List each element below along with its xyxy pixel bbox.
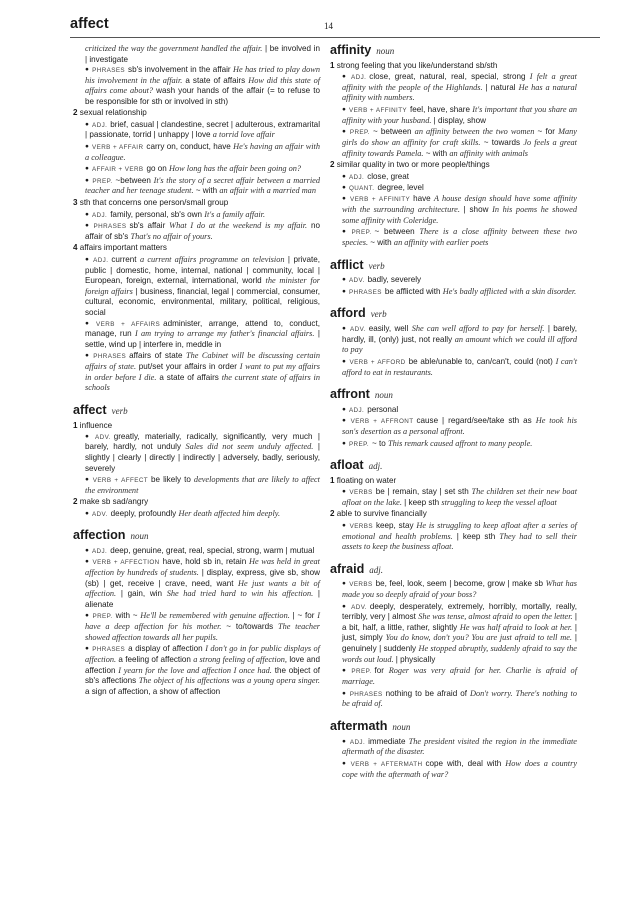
entry-aftermath (330, 720, 577, 780)
example-text: In his poems he showed some affinity with Coleridge. (342, 205, 578, 225)
collocation-text: feel, have, share (410, 104, 473, 114)
grammar-label: PHRASES (92, 67, 126, 75)
bullet-icon: ● (342, 737, 347, 745)
collocation-text: family, personal, sb's own (110, 209, 205, 219)
bullet-icon: ● (85, 176, 90, 184)
bullet-icon: ● (342, 488, 347, 496)
example-text: This remark caused affront to many people. (388, 438, 533, 448)
sense-groups (330, 172, 577, 249)
collocation-group (73, 210, 320, 221)
collocation-text: | a bit, half, a little, rather, slightly (342, 612, 577, 632)
example-text: He has a natural affinity with numbers. (342, 82, 577, 103)
collocation-text: wash your hands of the affair (= to refuse to be responsible for sth or involved in sth) (85, 86, 320, 107)
grammar-label: VERB + AFTERMATH (350, 760, 423, 768)
example-text: Don't worry. There's nothing to be afraid of. (342, 688, 578, 709)
collocation-text: | gain, win (116, 589, 167, 599)
example-text: He's having an affair with a colleague. (85, 141, 320, 162)
bullet-icon: ● (342, 172, 346, 180)
sense-groups (73, 210, 320, 243)
example-text: The president visited the region in the immediate aftermath of the disaster. (342, 736, 577, 757)
sense-groups (330, 72, 577, 159)
bullet-icon: ● (342, 72, 349, 80)
example-text: I don't go in for public displays of affection. (85, 644, 320, 664)
sense-groups (73, 509, 320, 520)
entry-headword: affection noun (73, 528, 149, 543)
page-header (70, 13, 600, 38)
collocation-text: close, great, natural, real, special, strong (369, 71, 530, 81)
bullet-icon: ● (342, 228, 349, 236)
example-text: developments that are likely to affect the environment (85, 474, 320, 495)
bullet-icon: ● (85, 66, 90, 74)
example-text: I yearn for the love and affection I once had. (118, 665, 272, 675)
example-text: He was half afraid to look at her. (459, 622, 573, 632)
collocation-text: deep, genuine, great, real, special, strong, warm | mutual (110, 545, 315, 555)
sense-heading: 2 make sb sad/angry (73, 497, 149, 507)
grammar-label: VERB + AFFAIRS (96, 321, 161, 329)
collocation-group (73, 351, 320, 394)
example-text: the current state of affairs in schools (85, 372, 320, 393)
example-text: There is a close affinity between these two species. (342, 227, 577, 248)
collocation-text: | display, express, give sb, show (sb) | get, receive | crave, need, want (85, 567, 320, 588)
entry-afflict (330, 259, 577, 298)
grammar-label: VERB + AFFINITY (349, 196, 411, 204)
example-text: an affinity with earlier poets (393, 238, 489, 248)
collocation-text: badly, severely (367, 275, 422, 285)
collocation-text: | keep sth (452, 531, 500, 541)
collocation-group (330, 487, 577, 508)
collocation-text: ~ towards (480, 137, 524, 147)
example-text: How long has the affair been going on? (169, 164, 302, 174)
entry-affinity (330, 44, 577, 249)
collocation-text: a sign of affection, a show of affection (85, 686, 221, 696)
collocation-group (330, 172, 577, 182)
example-text: What has made you so deeply afraid of your boss? (342, 579, 578, 600)
example-text: an affair with a married man (219, 186, 316, 196)
collocation-text: for (374, 666, 389, 676)
collocation-text: a state of affairs (182, 75, 249, 85)
collocation-text: ~ with (193, 186, 220, 196)
bullet-icon: ● (85, 546, 89, 554)
collocation-text: be able/unable to, can/can't, could (not) (408, 356, 556, 366)
bullet-icon: ● (85, 142, 90, 150)
collocation-text: be | remain, stay | set sth (375, 487, 472, 497)
collocation-text: current (111, 254, 140, 264)
example-text: an amount which we could ill afford to pay (342, 334, 577, 355)
bullet-icon: ● (85, 645, 90, 653)
example-text: The object of his affections was a young opera singer. (138, 676, 321, 686)
sense-groups (73, 432, 320, 496)
collocation-group (330, 759, 577, 780)
collocation-text: a feeling of affection (116, 654, 194, 664)
collocation-group (73, 611, 320, 643)
grammar-label: QUANT. (348, 185, 375, 193)
entry-headword: affect verb (73, 403, 128, 418)
bullet-icon: ● (342, 195, 347, 203)
bullet-icon: ● (342, 521, 347, 529)
bullet-icon: ● (342, 405, 346, 413)
example-text: criticized the way the government handled the affair. (85, 44, 263, 53)
grammar-label: VERBS (349, 522, 373, 530)
entry-headword: afford verb (330, 306, 387, 321)
continued-text (73, 44, 320, 65)
example-text: I am trying to arrange my father's financial affairs. (135, 329, 315, 339)
collocation-group (330, 72, 577, 104)
sense-groups (330, 324, 577, 378)
example-text: The teacher showed affection towards all her pupils. (85, 621, 320, 642)
collocation-text: sb's affair (129, 221, 170, 231)
collocation-text: deeply, desperately, extremely, horribly, mortally, really, terribly, very | almost (342, 601, 577, 622)
entry-afford (330, 307, 577, 378)
sense-heading: 2 able to survive financially (330, 509, 427, 519)
collocation-text: no affair of sb's (85, 221, 320, 241)
collocation-group (330, 275, 577, 285)
collocation-text: | genuinely | suddenly (342, 633, 577, 654)
collocation-text: a state of affairs (156, 372, 222, 382)
collocation-text: have, hold sb in, retain (162, 557, 249, 567)
entry-headword: afloat adj. (330, 458, 383, 473)
collocation-text: be, feel, look, seem | become, grow | make sb (375, 579, 546, 589)
example-text: the minister for foreign affairs (85, 275, 320, 296)
sense-heading: 4 affairs important matters (73, 243, 167, 253)
bullet-icon: ● (342, 287, 346, 295)
example-text: What I do at the weekend is my affair. (169, 221, 308, 231)
grammar-label: PREP. (351, 668, 372, 676)
example-text: He took his son's desertion as a personal affront. (342, 416, 577, 436)
bullet-icon: ● (342, 580, 347, 588)
collocation-text: brief, casual | clandestine, secret | adulterous, extramarital | passionate, torrid | unhappy | love (85, 119, 320, 140)
collocation-group (330, 579, 577, 600)
example-text: Her death affected him deeply. (178, 508, 281, 518)
grammar-label: VERBS (349, 489, 373, 497)
collocation-text: | physically (393, 654, 436, 664)
collocation-group (330, 521, 577, 553)
collocation-text: ~ to/towards (221, 621, 279, 631)
collocation-text: have (413, 194, 434, 204)
collocation-text: | ~ for (289, 611, 318, 621)
example-text: a strong feeling of affection, (193, 654, 288, 664)
sense-groups (330, 405, 577, 449)
grammar-label: PHRASES (93, 223, 127, 231)
collocation-text: | natural (482, 82, 519, 92)
example-text: That's no affair of yours. (130, 231, 213, 241)
sense-groups (330, 737, 577, 781)
collocation-group (73, 644, 320, 697)
grammar-label: PHRASES (348, 288, 382, 296)
example-text: She can well afford to pay for herself. (411, 323, 545, 333)
collocation-group (330, 737, 577, 758)
example-text: He just wants a bit of affection. (85, 578, 320, 599)
sense-groups (73, 120, 320, 197)
example-text: a torrid love affair (212, 130, 275, 140)
collocation-group (73, 65, 320, 107)
bullet-icon: ● (342, 128, 347, 136)
collocation-group (73, 120, 320, 141)
collocation-group (330, 227, 577, 248)
sense-heading: 2 similar quality in two or more people/things (330, 160, 490, 170)
sense-groups (330, 579, 577, 710)
example-text: The Cabinet will be discussing certain affairs of state. (85, 351, 320, 372)
sense-heading: 1 floating on water (330, 475, 397, 485)
bullet-icon: ● (85, 222, 91, 230)
example-text: an affinity between the two women (414, 127, 535, 137)
collocation-group (73, 164, 320, 175)
collocation-group (330, 183, 577, 193)
grammar-label: VERB + AFFECT (92, 476, 149, 484)
collocation-text: put/set your affairs in order (136, 362, 240, 372)
bullet-icon: ● (342, 105, 346, 113)
bullet-icon: ● (342, 357, 347, 365)
grammar-label: AFFAIR + VERB (91, 166, 144, 174)
bullet-icon: ● (342, 689, 347, 697)
collocation-text: ~ for (534, 127, 559, 137)
grammar-label: PREP. (92, 613, 113, 621)
collocation-text: affairs of state (129, 351, 186, 361)
example-text: Jo feels a great affinity towards Pamela. (342, 137, 577, 158)
grammar-label: VERB + AFFAIR (92, 143, 144, 151)
collocation-group (330, 439, 577, 450)
collocation-text: ~ between (372, 127, 415, 137)
collocation-text: | alienate (85, 589, 320, 609)
collocation-group (330, 666, 577, 687)
collocation-group (73, 432, 320, 474)
example-text: an affinity with animals (449, 148, 528, 158)
collocation-group (330, 127, 577, 159)
example-text: Many girls do show an affinity for craft skills. (342, 127, 577, 147)
grammar-label: ADV. (91, 510, 108, 518)
collocation-text: ~ to (372, 438, 389, 448)
collocation-text: | be involved in | investigate (85, 44, 320, 64)
grammar-label: PREP. (351, 229, 372, 237)
grammar-label: ADJ. (91, 211, 108, 219)
sense-heading: 1 influence (73, 420, 113, 430)
bullet-icon: ● (85, 475, 90, 483)
example-text: She had tried hard to win his affection. (166, 589, 314, 599)
example-text: He has tried to play down his involvement in the affair. (85, 65, 320, 85)
bullet-icon: ● (85, 352, 91, 360)
collocation-text: with ~ (115, 611, 141, 621)
grammar-label: VERB + AFFINITY (348, 106, 408, 114)
collocation-group (73, 255, 320, 318)
collocation-group (330, 105, 577, 126)
collocation-text: be afflicted with (384, 286, 443, 296)
collocation-group (73, 176, 320, 197)
sense-groups (330, 275, 577, 297)
collocation-text: deeply, profoundly (110, 508, 179, 518)
collocation-group (330, 287, 577, 298)
grammar-label: VERB + AFFORD (349, 358, 406, 366)
example-text: I can't afford to eat in restaurants. (342, 356, 577, 377)
collocation-group (330, 194, 577, 226)
grammar-label: ADJ. (92, 121, 108, 129)
example-text: I felt a great affinity with the people of the Highlands. (342, 71, 577, 92)
collocation-group (330, 602, 577, 666)
entry-headword: afraid adj. (330, 561, 384, 576)
sense-heading: 1 strong feeling that you like/understand sb/sth (330, 60, 498, 70)
collocation-text: | keep sth (401, 497, 442, 507)
grammar-label: VERB + AFFRONT (350, 418, 414, 426)
grammar-label: ADJ. (351, 73, 367, 81)
collocation-text: love and affection (85, 654, 321, 675)
collocation-text: a display of affection (128, 644, 206, 654)
collocation-text: be likely to (151, 474, 194, 484)
example-text: How did this state of affairs come about? (85, 75, 321, 96)
collocation-text: ~ between (374, 227, 420, 237)
collocation-text: cause | regard/see/take sth as (416, 416, 536, 426)
grammar-label: PREP. (348, 440, 370, 448)
example-text: I want to put my affairs in order before I die. (85, 362, 320, 382)
bullet-icon: ● (342, 759, 348, 767)
running-headword: affect (70, 16, 109, 32)
sense-heading: 2 sexual relationship (73, 108, 147, 118)
collocation-group (330, 405, 577, 415)
bullet-icon: ● (85, 255, 91, 263)
collocation-text: greatly, materially, radically, significantly, very much | barely, hardly, not unduly (85, 432, 320, 452)
collocation-text: personal (367, 404, 399, 414)
collocation-group (73, 319, 320, 350)
example-text: He'll be remembered with genuine affection. (140, 611, 290, 621)
collocation-text: easily, well (368, 323, 412, 333)
grammar-label: ADJ. (349, 738, 366, 746)
example-text: It's important that you share an affinity with your husband. (342, 104, 577, 125)
bullet-icon: ● (85, 165, 89, 173)
example-text: It's the story of a secret affair between a married teacher and her teenage student. (85, 175, 320, 196)
grammar-label: ADV. (350, 325, 366, 333)
grammar-label: PHRASES (349, 690, 383, 698)
bullet-icon: ● (85, 509, 89, 517)
collocation-group (330, 689, 577, 710)
bullet-icon: ● (85, 558, 90, 566)
page-number: 14 (324, 21, 333, 31)
bullet-icon: ● (342, 417, 348, 425)
bullet-icon: ● (342, 439, 346, 447)
bullet-icon: ● (85, 612, 90, 620)
entry-headword: aftermath noun (330, 719, 411, 734)
example-text: He's badly afflicted with a skin disorder. (442, 286, 577, 296)
collocation-text: nothing to be afraid of (385, 688, 470, 698)
example-text: How does a country cope with the aftermath of war? (342, 758, 577, 779)
grammar-label: ADJ. (348, 406, 365, 414)
collocation-text: | just, simply (342, 622, 578, 643)
bullet-icon: ● (85, 320, 94, 328)
grammar-label: PREP. (92, 177, 113, 185)
grammar-label: ADV. (95, 434, 111, 442)
collocation-text: degree, level (377, 183, 424, 193)
entry-headword: affront noun (330, 387, 393, 402)
grammar-label: ADJ. (348, 173, 365, 181)
entry-affection (73, 529, 320, 697)
grammar-label: ADJ. (91, 547, 108, 555)
example-text: Roger was very afraid for her. Charlie is afraid of marriage. (342, 666, 577, 687)
collocation-text: immediate (368, 736, 409, 746)
collocation-text: | barely, hardly, ill, (only) just, not really (342, 323, 577, 344)
example-text: They had to sell their assets to keep the business afloat. (342, 531, 577, 552)
bullet-icon: ● (85, 210, 89, 218)
collocation-group (330, 324, 577, 356)
collocation-text: | show (459, 205, 493, 215)
example-text: Sales did not seem unduly affected. (185, 442, 314, 452)
collocation-text: | business, financial, legal | commercial, consumer, cultural, economic, environmental, military, political, religious, social (85, 286, 320, 317)
collocation-text: cope with, deal with (425, 758, 506, 768)
grammar-label: PHRASES (92, 646, 126, 654)
sense-groups (73, 255, 320, 394)
example-text: a current affairs programme on television (139, 254, 285, 264)
entry-headword: affinity noun (330, 43, 395, 57)
example-text: He stopped abruptly, suddenly afraid to say the words out loud. (342, 644, 577, 664)
bullet-icon: ● (85, 120, 90, 128)
grammar-label: VERB + AFFECTION (92, 559, 160, 567)
collocation-group (330, 357, 577, 378)
example-text: She was tense, almost afraid to open the letter. (418, 612, 573, 622)
collocation-text: ~ with (368, 238, 394, 248)
collocation-group (330, 416, 577, 437)
collocation-text: | private, public | domestic, home, internal, national | community, local | European, foreign, external, international, world (85, 254, 320, 285)
example-text: It's a family affair. (204, 209, 266, 219)
collocation-group (73, 142, 320, 163)
entry-afraid (330, 563, 577, 710)
entry-affront (330, 388, 577, 449)
bullet-icon: ● (342, 667, 349, 675)
collocation-text: | display, show (431, 115, 487, 125)
entry-headword: afflict verb (330, 257, 385, 272)
sense-groups (330, 521, 577, 553)
collocation-text: close, great (367, 171, 410, 181)
sense-groups (330, 487, 577, 508)
collocation-group (73, 221, 320, 242)
example-text: You do know, don't you? You are just afraid to tell me. (385, 633, 572, 643)
collocation-group (73, 557, 320, 610)
bullet-icon: ● (85, 433, 93, 441)
grammar-label: PHRASES (93, 353, 127, 361)
collocation-text: | settle, wind up | interfere in, meddle in (85, 329, 320, 350)
collocation-group (73, 509, 320, 520)
example-text: He was held in great affection by hundreds of students. (85, 557, 320, 577)
grammar-label: ADV. (348, 277, 365, 285)
bullet-icon: ● (342, 184, 346, 192)
left-column (73, 44, 320, 698)
sense-heading: 3 sth that concerns one person/small group (73, 198, 229, 208)
right-column (330, 44, 577, 781)
bullet-icon: ● (342, 602, 349, 610)
entry-afloat (330, 459, 577, 553)
collocation-text: sb's involvement in the affair (128, 65, 234, 75)
example-text: The children set their new boat afloat on the lake. (342, 487, 577, 507)
entry-affect (73, 404, 320, 519)
sense-groups (73, 546, 320, 697)
grammar-label: ADJ. (93, 256, 109, 264)
collocation-text: the object of sb's affections (85, 665, 320, 686)
collocation-group (73, 546, 320, 556)
example-text: I have a deep affection for his mother. (85, 611, 321, 631)
collocation-text: administer, arrange, attend to, conduct, manage, run (85, 319, 320, 339)
grammar-label: ADV. (351, 603, 367, 611)
grammar-label: VERBS (349, 581, 373, 589)
example-text: A house design should have some affinity with the surrounding architecture. (342, 194, 577, 215)
grammar-label: PREP. (349, 129, 370, 137)
collocation-text: | slightly | clearly | directly | indirectly | adversely, badly, seriously, severely (85, 442, 320, 473)
example-text: He is struggling to keep afloat after a series of emotional and health problems. (342, 520, 577, 541)
example-text: struggling to keep the vessel afloat (441, 497, 557, 507)
bullet-icon: ● (342, 324, 348, 332)
bullet-icon: ● (342, 276, 346, 284)
collocation-text: ~between (115, 175, 154, 185)
collocation-text: ~ with (423, 148, 450, 158)
collocation-text: go on (146, 164, 170, 174)
collocation-text: carry on, conduct, have (146, 141, 234, 151)
entry-affair-continued (73, 44, 320, 394)
collocation-text: keep, stay (375, 520, 417, 530)
collocation-group (73, 475, 320, 496)
